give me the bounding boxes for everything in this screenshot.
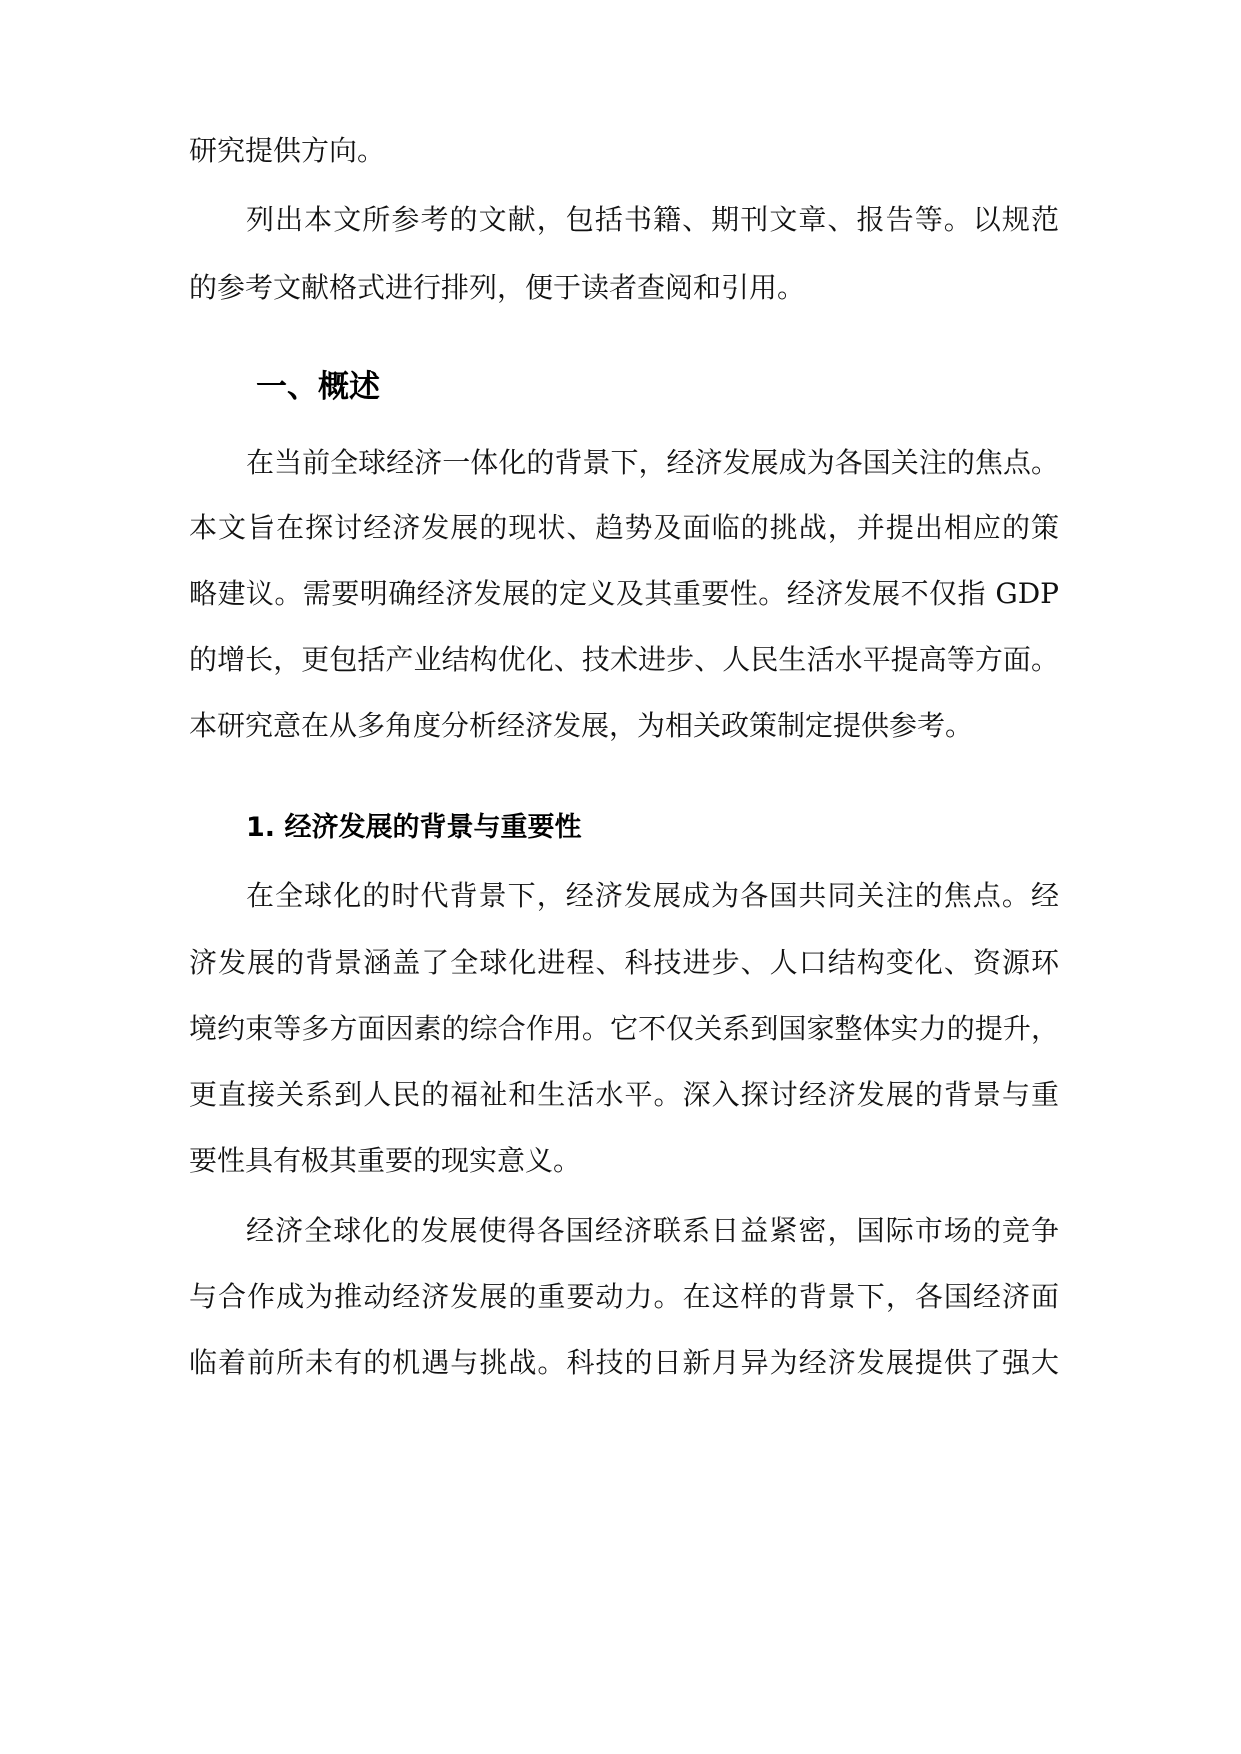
- text-line: 的参考文献格式进行排列，便于读者查阅和引用。: [189, 271, 806, 304]
- text-line: 的增长，更包括产业结构优化、技术进步、人民生活水平提高等方面。: [189, 643, 1059, 676]
- text-line: 研究提供方向。: [189, 134, 386, 167]
- text-line: 本文旨在探讨经济发展的现状、趋势及面临的挑战，并提出相应的策: [189, 511, 1059, 544]
- text-line: 与合作成为推动经济发展的重要动力。在这样的背景下，各国经济面: [189, 1280, 1059, 1313]
- section-heading: 一、概述: [256, 369, 380, 405]
- subsection-heading: 1. 经济发展的背景与重要性: [246, 812, 582, 843]
- text-line: 要性具有极其重要的现实意义。: [189, 1144, 582, 1177]
- text-line: 临着前所未有的机遇与挑战。科技的日新月异为经济发展提供了强大: [189, 1346, 1059, 1379]
- text-line: 经济全球化的发展使得各国经济联系日益紧密，国际市场的竞争: [246, 1214, 1059, 1247]
- text-line: 济发展的背景涵盖了全球化进程、科技进步、人口结构变化、资源环: [189, 946, 1059, 979]
- text-line: 在当前全球经济一体化的背景下，经济发展成为各国关注的焦点。: [246, 446, 1059, 479]
- text-line: 境约束等多方面因素的综合作用。它不仅关系到国家整体实力的提升，: [189, 1012, 1059, 1045]
- text-line: 列出本文所参考的文献，包括书籍、期刊文章、报告等。以规范: [246, 203, 1059, 236]
- text-line: 在全球化的时代背景下，经济发展成为各国共同关注的焦点。经: [246, 879, 1059, 912]
- text-line: 本研究意在从多角度分析经济发展，为相关政策制定提供参考。: [189, 709, 974, 742]
- text-line: 更直接关系到人民的福祉和生活水平。深入探讨经济发展的背景与重: [189, 1078, 1059, 1111]
- text-line: 略建议。需要明确经济发展的定义及其重要性。经济发展不仅指 GDP: [189, 577, 1059, 610]
